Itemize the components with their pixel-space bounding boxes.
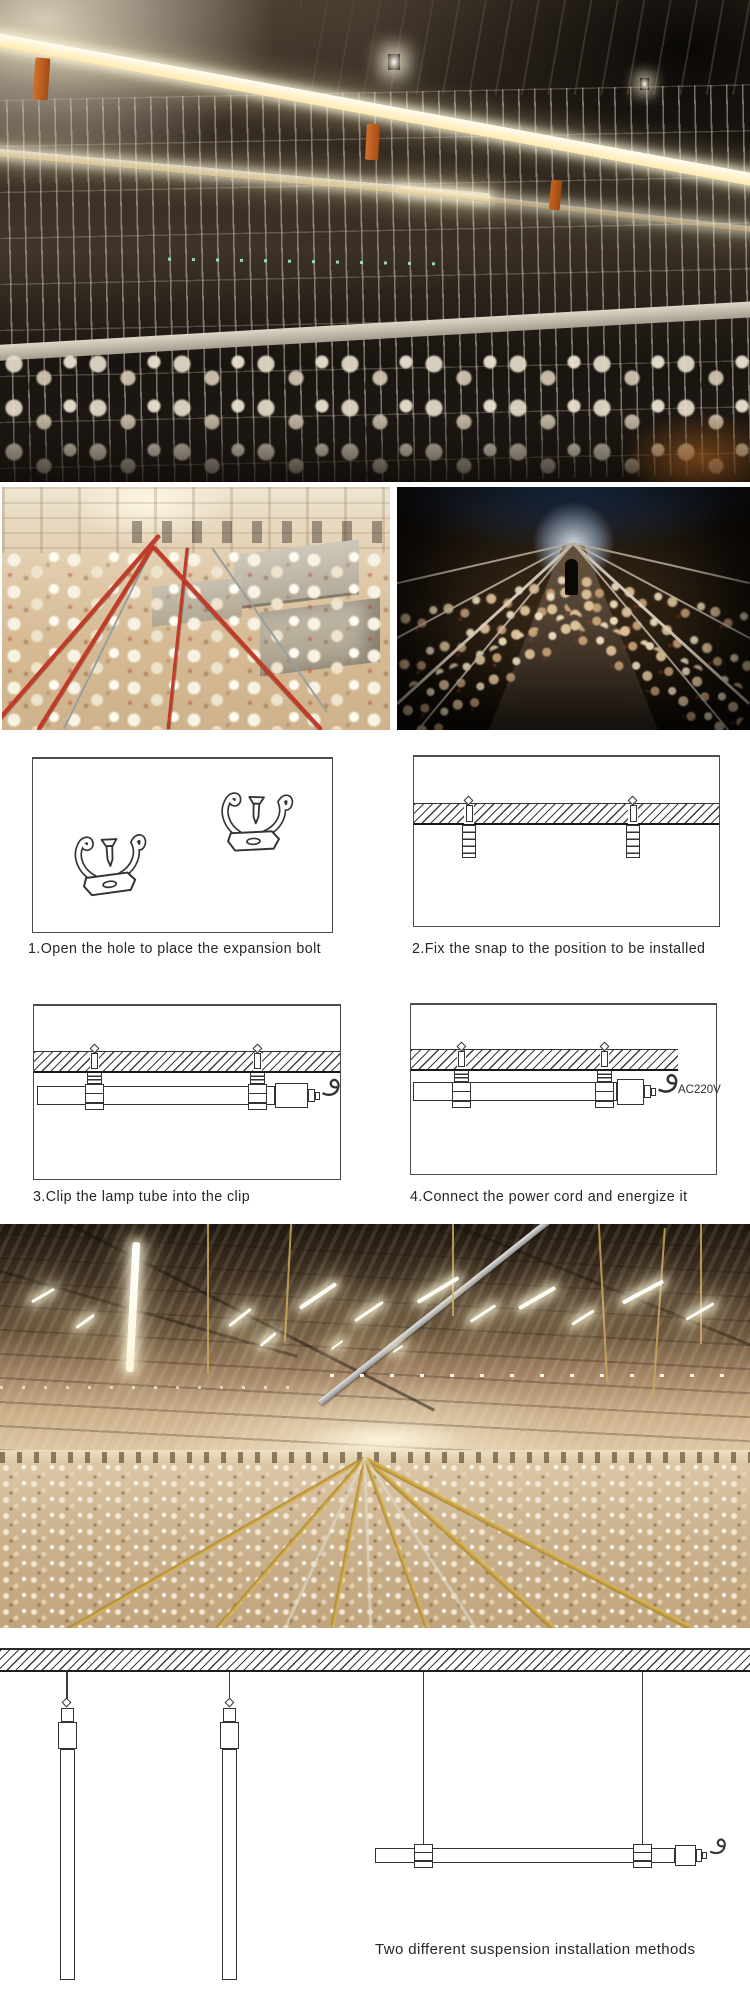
hanging-string	[207, 1224, 209, 1374]
install-step-3-caption: 3.Clip the lamp tube into the clip	[33, 1189, 251, 1205]
photo-broiler-house-floor	[2, 487, 390, 730]
power-cord-pigtail	[318, 1076, 344, 1098]
photo-cage-led-tube	[0, 0, 750, 482]
screw-body	[458, 1051, 465, 1067]
screw-body	[466, 805, 473, 822]
spring-clip-icon	[64, 815, 156, 902]
distant-light-dots	[330, 1374, 750, 1377]
ceiling-lamp-glow	[388, 54, 400, 70]
vertical-hanging-tube	[220, 1672, 240, 1980]
install-step-1-diagram	[32, 757, 333, 933]
distant-light-dots	[0, 1386, 300, 1389]
ceiling-hatch	[414, 803, 719, 825]
ceiling-lamp-glow	[640, 78, 649, 90]
photo-poultry-house-led	[0, 1224, 750, 1628]
photo-cage-aisle	[397, 487, 750, 730]
expansion-anchor	[626, 825, 640, 858]
connector-step	[644, 1085, 651, 1098]
screw-body	[601, 1051, 608, 1067]
hanging-string	[452, 1224, 454, 1316]
screw-body	[254, 1053, 261, 1069]
driver-box	[617, 1079, 644, 1105]
install-step-1-caption: 1.Open the hole to place the expansion bolt	[28, 941, 322, 957]
lamp-clip	[452, 1071, 471, 1108]
suspension-ceiling-hatch	[0, 1648, 750, 1672]
ceiling-hatch	[411, 1049, 678, 1071]
lamp-clip	[414, 1844, 433, 1868]
install-step-2-diagram	[413, 755, 720, 927]
power-cord-pigtail	[706, 1836, 730, 1856]
lamp-clip	[595, 1071, 614, 1108]
hanging-string	[700, 1224, 702, 1344]
install-step-4-diagram	[410, 1003, 721, 1175]
ceiling-hatch	[34, 1051, 340, 1073]
lamp-tube	[37, 1086, 275, 1105]
driver-box	[675, 1845, 696, 1866]
spring-clip-icon	[205, 773, 308, 858]
white-chicken-flock	[2, 551, 390, 730]
connector-large	[58, 1722, 77, 1749]
drinker-bracket-orange	[365, 124, 380, 161]
driver-box	[275, 1083, 308, 1108]
lamp-clip	[633, 1844, 652, 1868]
lamp-tube-vertical	[60, 1749, 75, 1980]
photo-vignette	[397, 487, 750, 730]
suspension-wire	[423, 1672, 424, 1848]
screw-body	[91, 1053, 98, 1069]
lamp-clip	[85, 1073, 104, 1110]
connector-large	[220, 1722, 239, 1749]
expansion-anchor	[462, 825, 476, 858]
warm-corner-glow	[620, 412, 750, 482]
connector-small	[61, 1708, 74, 1722]
install-step-4-caption: 4.Connect the power cord and energize it	[410, 1189, 688, 1205]
roof-beam-lines	[300, 0, 750, 95]
install-step-3-diagram	[33, 1004, 341, 1180]
install-step-2-caption: 2.Fix the snap to the position to be installed	[412, 941, 706, 957]
lamp-clip	[248, 1073, 267, 1110]
lamp-tube-vertical	[222, 1749, 237, 1980]
screw-body	[630, 805, 637, 822]
drinker-bracket-orange	[33, 58, 51, 101]
suspension-caption: Two different suspension installation methods	[375, 1941, 696, 1958]
vertical-hanging-tube	[57, 1672, 77, 1980]
connector-small	[223, 1708, 236, 1722]
lamp-tube	[413, 1082, 617, 1101]
voltage-label: AC220V	[678, 1084, 721, 1096]
suspension-wire	[642, 1672, 643, 1848]
connector-step	[308, 1089, 315, 1102]
